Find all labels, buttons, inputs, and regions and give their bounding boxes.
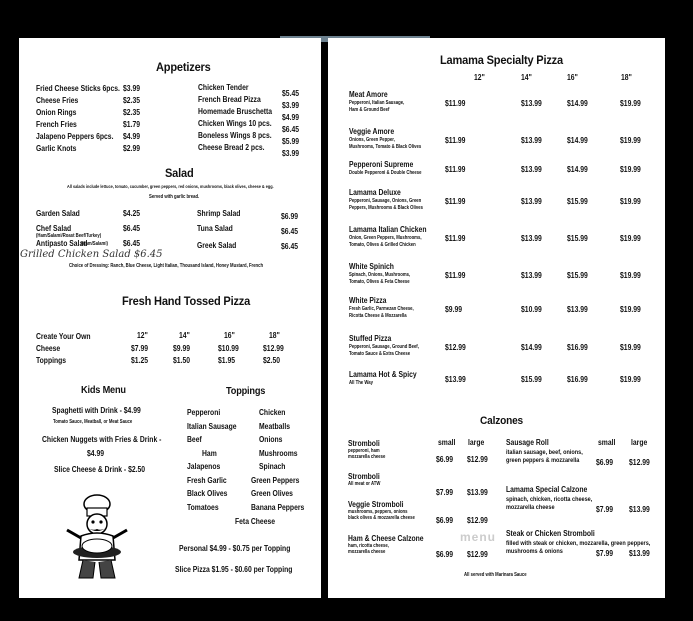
salad-sub: (Ham/Salami) xyxy=(81,241,108,247)
calzone-name: Sausage Roll xyxy=(506,438,549,447)
specialty-desc: Pepperoni, Sausage, Onions, Green xyxy=(349,198,422,204)
topping: Tomatoes xyxy=(187,502,219,512)
specialty-price: $11.99 xyxy=(445,165,466,174)
specialty-name: White Pizza xyxy=(349,296,387,305)
appetizer-price: $6.45 xyxy=(282,125,300,134)
calzone-header: small xyxy=(598,438,616,447)
pizza-row-name: Create Your Own xyxy=(36,332,91,341)
specialty-price: $16.99 xyxy=(567,375,588,384)
salad-title: Salad xyxy=(165,166,194,180)
specialty-price: $19.99 xyxy=(620,305,641,314)
salad-price: $6.45 xyxy=(123,224,141,233)
specialty-price: $15.99 xyxy=(521,375,542,384)
appetizer-price: $3.99 xyxy=(282,101,300,110)
calzone-desc: All meat or ATW xyxy=(348,481,381,487)
specialty-desc: Tomato, Olives & Grilled Chicken xyxy=(349,242,416,248)
topping: Black Olives xyxy=(187,489,228,498)
salad-price: $6.45 xyxy=(123,239,141,248)
pizza-size: 12" xyxy=(137,331,148,340)
calzone-desc: mozzarella cheese xyxy=(348,549,386,555)
feta-cheese: Feta Cheese xyxy=(235,517,276,526)
specialty-size: 14" xyxy=(521,73,532,82)
menu-page-right xyxy=(328,38,665,598)
salad-price: $4.25 xyxy=(123,209,141,218)
appetizer-name: Chicken Tender xyxy=(198,83,249,92)
topping: Banana Peppers xyxy=(251,502,305,512)
calzone-price: $7.99 xyxy=(596,549,614,558)
menu-page-left xyxy=(19,38,321,598)
calzone-price: $12.99 xyxy=(467,550,488,559)
specialty-price: $9.99 xyxy=(445,305,463,314)
specialty-price: $15.99 xyxy=(567,197,588,206)
specialty-size: 16" xyxy=(567,73,578,82)
specialty-price: $13.99 xyxy=(567,305,588,314)
specialty-name: Lamama Deluxe xyxy=(349,188,401,197)
pizza-price: $1.50 xyxy=(173,356,191,365)
specialty-name: Pepperoni Supreme xyxy=(349,160,414,169)
appetizer-price: $4.99 xyxy=(282,113,300,122)
salad-dressing: Choice of Dressing: Ranch, Blue Cheese, Light Italian, Thousand Island, Honey Mustard, French xyxy=(69,263,264,269)
specialty-desc: Onion, Green Peppers, Mushrooms, xyxy=(349,235,422,241)
specialty-price: $19.99 xyxy=(620,234,641,243)
pizza-price: $7.99 xyxy=(131,344,149,353)
pizza-row-name: Cheese xyxy=(36,344,61,353)
specialty-name: Stuffed Pizza xyxy=(349,334,392,343)
pizza-size: 14" xyxy=(179,331,190,340)
specialty-name: Meat Amore xyxy=(349,90,388,99)
specialty-price: $11.99 xyxy=(445,99,466,108)
specialty-price: $12.99 xyxy=(445,343,466,352)
appetizer-price: $2.99 xyxy=(123,144,141,153)
pizza-size: 18" xyxy=(269,331,280,340)
specialty-price: $13.99 xyxy=(521,197,542,206)
personal-price: Personal $4.99 - $0.75 per Topping xyxy=(179,544,291,553)
specialty-price: $16.99 xyxy=(567,343,588,352)
slice-price: Slice Pizza $1.95 - $0.60 per Topping xyxy=(175,565,293,574)
calzone-desc: spinach, chicken, ricotta cheese, xyxy=(506,496,593,503)
calzone-price: $6.99 xyxy=(596,458,614,467)
kids-title: Kids Menu xyxy=(81,385,126,396)
topping: Spinach xyxy=(259,462,286,471)
specialty-price: $19.99 xyxy=(620,136,641,145)
specialty-price: $13.99 xyxy=(521,99,542,108)
calzone-price: $6.99 xyxy=(436,550,454,559)
chef-icon xyxy=(57,494,137,582)
topping: Jalapenos xyxy=(187,462,221,471)
topping: Onions xyxy=(259,435,283,444)
calzone-desc: filled with steak or chicken, mozzarella, green peppers, xyxy=(506,540,651,547)
calzone-desc: italian sausage, beef, onions, xyxy=(506,449,583,456)
specialty-desc: Ham & Ground Beef xyxy=(349,107,390,113)
watermark: menu xyxy=(460,530,497,544)
specialty-desc: Double Pepperoni & Double Cheese xyxy=(349,170,422,176)
specialty-desc: Mushrooms, Tomato & Black Olives xyxy=(349,144,422,150)
calzone-price: $13.99 xyxy=(629,505,650,514)
salad-name: Garden Salad xyxy=(36,209,80,218)
appetizer-name: Homemade Bruschetta xyxy=(198,107,273,116)
pizza-size: 16" xyxy=(224,331,235,340)
appetizer-name: Fried Cheese Sticks 6pcs. xyxy=(36,84,120,93)
salad-name: Shrimp Salad xyxy=(197,209,241,218)
specialty-price: $19.99 xyxy=(620,99,641,108)
kids-item: $4.99 xyxy=(87,449,105,458)
topping: Pepperoni xyxy=(187,408,221,417)
specialty-price: $14.99 xyxy=(521,343,542,352)
calzone-price: $7.99 xyxy=(436,488,454,497)
salad-price: $6.99 xyxy=(281,212,299,221)
toppings-title: Toppings xyxy=(226,386,266,397)
calzone-price: $6.99 xyxy=(436,455,454,464)
specialty-price: $19.99 xyxy=(620,375,641,384)
topping: Meatballs xyxy=(259,421,290,431)
specialty-desc: All The Way xyxy=(349,380,373,386)
appetizer-name: Jalapeno Peppers 6pcs. xyxy=(36,132,114,141)
salad-sub: (Ham/Salami/Roast Beef/Turkey) xyxy=(36,233,102,239)
specialty-desc: Tomato Sauce & Extra Cheese xyxy=(349,351,411,357)
appetizer-name: French Bread Pizza xyxy=(198,95,261,104)
appetizer-price: $3.99 xyxy=(123,84,141,93)
specialty-price: $15.99 xyxy=(567,234,588,243)
calzone-desc: black olives & mozzarella cheese xyxy=(348,515,415,521)
specialty-price: $13.99 xyxy=(521,234,542,243)
calzone-desc: mushrooms, peppers, onions xyxy=(348,509,408,515)
salad-price: $6.45 xyxy=(281,227,299,236)
specialty-price: $13.99 xyxy=(521,271,542,280)
appetizer-price: $3.99 xyxy=(282,149,300,158)
appetizer-price: $5.45 xyxy=(282,89,300,98)
appetizer-name: French Fries xyxy=(36,120,77,129)
calzone-price: $6.99 xyxy=(436,516,454,525)
pizza-row-name: Toppings xyxy=(36,356,67,365)
topping: Chicken xyxy=(259,408,286,417)
fresh-pizza-title: Fresh Hand Tossed Pizza xyxy=(122,294,251,308)
calzones-title: Calzones xyxy=(480,415,523,427)
specialty-price: $14.99 xyxy=(567,136,588,145)
salad-name: Greek Salad xyxy=(197,241,237,250)
specialty-title: Lamama Specialty Pizza xyxy=(440,53,563,67)
kids-item: Tomato Sauce, Meatball, or Meat Sauce xyxy=(53,419,133,425)
salad-note: All salads include lettuce, tomato, cucumber, green peppers, red onions, mushrooms, black olives, cheese & egg. xyxy=(67,184,274,189)
calzone-desc: green peppers & mozzarella xyxy=(506,457,580,464)
calzone-name: Stromboli xyxy=(348,439,380,448)
topping: Green Olives xyxy=(251,489,293,498)
specialty-price: $13.99 xyxy=(521,165,542,174)
specialty-desc: Onions, Green Pepper, xyxy=(349,137,395,143)
calzone-desc: mozzarella cheese xyxy=(506,504,555,511)
specialty-price: $14.99 xyxy=(567,165,588,174)
specialty-desc: Ricotta Cheese & Mozzarella xyxy=(349,313,407,319)
specialty-price: $10.99 xyxy=(521,305,542,314)
topping: Green Peppers xyxy=(251,475,300,485)
appetizer-name: Cheese Fries xyxy=(36,96,79,105)
salad-name: Tuna Salad xyxy=(197,224,233,233)
kids-item: Slice Cheese & Drink - $2.50 xyxy=(54,465,146,474)
appetizer-price: $4.99 xyxy=(123,132,141,141)
appetizers-title: Appetizers xyxy=(156,60,211,74)
pizza-price: $1.25 xyxy=(131,356,149,365)
calzone-price: $12.99 xyxy=(629,458,650,467)
calzone-header: large xyxy=(468,438,485,447)
topping: Mushrooms xyxy=(259,448,298,458)
calzone-desc: pepperoni, ham xyxy=(348,448,380,454)
calzone-name: Lamama Special Calzone xyxy=(506,485,588,494)
topping: Beef xyxy=(187,435,202,444)
appetizer-name: Chicken Wings 10 pcs. xyxy=(198,119,272,128)
specialty-desc: Pepperoni, Sausage, Ground Beef, xyxy=(349,344,419,350)
specialty-desc: Fresh Garlic, Parmezan Cheese, xyxy=(349,306,414,312)
specialty-price: $19.99 xyxy=(620,165,641,174)
kids-item: Chicken Nuggets with Fries & Drink - xyxy=(42,435,162,444)
specialty-desc: Spinach, Onions, Mushrooms, xyxy=(349,272,411,278)
appetizer-name: Cheese Bread 2 pcs. xyxy=(198,143,265,152)
specialty-price: $11.99 xyxy=(445,197,466,206)
calzone-desc: mushrooms & onions xyxy=(506,548,563,555)
salad-name: Chef Salad xyxy=(36,224,72,233)
specialty-size: 12" xyxy=(474,73,485,82)
calzone-name: Stromboli xyxy=(348,472,380,481)
topping: Fresh Garlic xyxy=(187,475,227,485)
calzone-desc: mozzarella cheese xyxy=(348,454,386,460)
specialty-size: 18" xyxy=(621,73,632,82)
calzone-price: $12.99 xyxy=(467,516,488,525)
topping: Italian Sausage xyxy=(187,421,237,431)
salad-price: $6.45 xyxy=(281,242,299,251)
appetizer-price: $1.79 xyxy=(123,120,141,129)
specialty-price: $15.99 xyxy=(567,271,588,280)
salad-name: Antipasto Salad xyxy=(36,239,88,248)
specialty-price: $19.99 xyxy=(620,271,641,280)
calzone-name: Veggie Stromboli xyxy=(348,500,404,509)
appetizer-name: Garlic Knots xyxy=(36,144,77,153)
specialty-name: Veggie Amore xyxy=(349,127,395,136)
specialty-price: $14.99 xyxy=(567,99,588,108)
calzone-price: $13.99 xyxy=(629,549,650,558)
topping: Ham xyxy=(202,448,217,458)
appetizer-price: $5.99 xyxy=(282,137,300,146)
calzone-price: $12.99 xyxy=(467,455,488,464)
pizza-price: $9.99 xyxy=(173,344,191,353)
appetizer-name: Onion Rings xyxy=(36,108,77,117)
specialty-price: $11.99 xyxy=(445,136,466,145)
specialty-name: White Spinich xyxy=(349,262,394,271)
specialty-price: $19.99 xyxy=(620,343,641,352)
specialty-name: Lamama Italian Chicken xyxy=(349,225,427,234)
specialty-price: $13.99 xyxy=(521,136,542,145)
specialty-price: $13.99 xyxy=(445,375,466,384)
specialty-price: $11.99 xyxy=(445,234,466,243)
calzone-price: $13.99 xyxy=(467,488,488,497)
pizza-price: $1.95 xyxy=(218,356,236,365)
specialty-desc: Tomato, Olives & Feta Cheese xyxy=(349,279,410,285)
specialty-price: $11.99 xyxy=(445,271,466,280)
pizza-price: $2.50 xyxy=(263,356,281,365)
calzone-desc: ham, ricotta cheese, xyxy=(348,543,389,549)
calzone-price: $7.99 xyxy=(596,505,614,514)
handwritten-grilled-chicken: Grilled Chicken Salad $6.45 xyxy=(20,249,163,260)
calzone-header: large xyxy=(631,438,648,447)
salad-note-bread: Served with garlic bread. xyxy=(149,194,200,200)
appetizer-price: $2.35 xyxy=(123,108,141,117)
calzone-footer: All served with Marinara Sauce xyxy=(464,572,527,578)
calzone-header: small xyxy=(438,438,456,447)
pizza-price: $10.99 xyxy=(218,344,239,353)
calzone-name: Ham & Cheese Calzone xyxy=(348,534,424,543)
specialty-desc: Peppers, Mushrooms & Black Olives xyxy=(349,205,423,211)
specialty-desc: Pepperoni, Italian Sausage, xyxy=(349,100,405,106)
specialty-name: Lamama Hot & Spicy xyxy=(349,370,417,379)
kids-item: Spaghetti with Drink - $4.99 xyxy=(52,406,141,415)
appetizer-name: Boneless Wings 8 pcs. xyxy=(198,131,272,140)
calzone-name: Steak or Chicken Stromboli xyxy=(506,529,595,538)
pizza-price: $12.99 xyxy=(263,344,284,353)
specialty-price: $19.99 xyxy=(620,197,641,206)
appetizer-price: $2.35 xyxy=(123,96,141,105)
